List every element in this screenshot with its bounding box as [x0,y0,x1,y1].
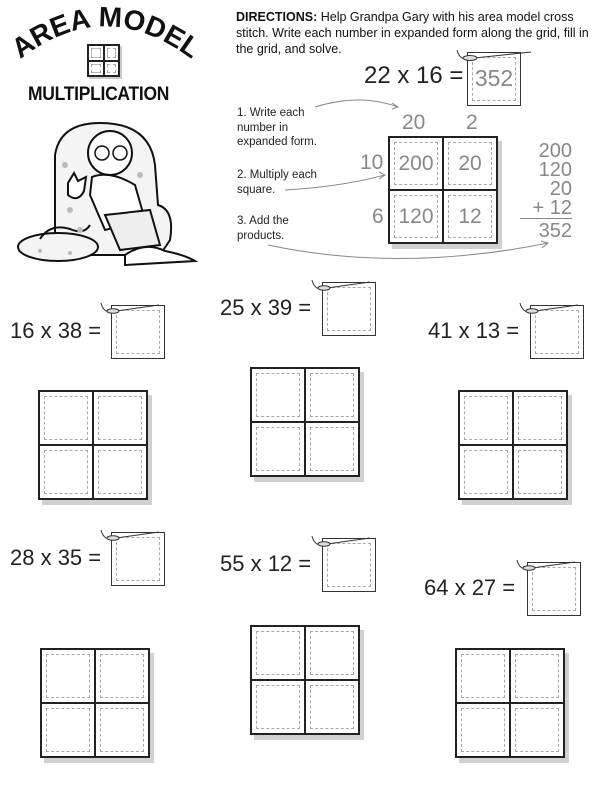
step-3: 3. Add the products. [237,215,289,242]
problem-1-area-grid [38,390,148,500]
expanded-top-1: 20 [402,111,426,134]
grid-cell[interactable] [510,649,564,703]
problem-6-area-grid [455,648,565,758]
grid-logo-icon [87,44,120,77]
needle-icon [513,558,577,578]
directions-text: DIRECTIONS: Help Grandpa Gary with his area model cross stitch. Write each number in expanded form along the grid, fill in the grid, and solve. [236,10,589,56]
grid-cell[interactable] [41,703,95,757]
example-equation: 22 x 16 = [364,62,464,89]
problem-2-equation: 25 x 39 = [220,295,312,320]
grid-cell[interactable] [510,703,564,757]
grid-cell[interactable] [39,391,93,445]
problem-4-equation: 28 x 35 = [10,545,102,570]
expanded-top-2: 2 [466,111,478,134]
needle-icon [97,528,161,548]
problem-4-area-grid [40,648,150,758]
grid-cell[interactable] [93,445,147,499]
step-1: 1. Write each number in expanded form. [237,107,317,148]
problem-3-area-grid [458,390,568,500]
problem-3-equation: 41 x 13 = [428,318,520,343]
grid-cell[interactable] [39,445,93,499]
step-2: 2. Multiply each square. [237,169,317,196]
grid-cell[interactable] [305,680,359,734]
problem-5-area-grid [250,625,360,735]
grid-cell[interactable] [305,422,359,476]
grid-cell[interactable] [95,703,149,757]
problem-1-equation: 16 x 38 = [10,318,102,343]
example-answer: 352 [474,65,514,91]
grid-cell[interactable] [251,626,305,680]
needle-icon [97,301,161,321]
title-multiplication: MULTIPLICATION [28,84,170,105]
grid-cell[interactable] [305,626,359,680]
needle-icon [516,301,580,321]
grandpa-knitting-illustration [10,115,220,275]
grid-cell[interactable] [251,680,305,734]
problem-2-area-grid [250,367,360,477]
expanded-side-2: 6 [372,205,384,228]
grid-cell[interactable] [513,445,567,499]
grid-cell[interactable] [456,649,510,703]
expanded-side-1: 10 [360,151,384,174]
grid-cell[interactable] [513,391,567,445]
example-sum: 200 120 20 + 12 352 [520,142,572,241]
problem-6-equation: 64 x 27 = [424,575,516,600]
svg-text:AREA MODEL: AREA MODEL [5,1,207,60]
example-area-grid: 200 20 120 12 [388,136,498,244]
problem-5-equation: 55 x 12 = [220,551,312,576]
grid-cell[interactable] [251,368,305,422]
needle-icon [308,534,372,554]
needle-icon [453,48,533,68]
grid-cell[interactable] [93,391,147,445]
needle-icon [308,278,372,298]
grid-cell[interactable] [459,391,513,445]
grid-cell[interactable] [41,649,95,703]
grid-cell[interactable] [251,422,305,476]
grid-cell[interactable] [95,649,149,703]
grid-cell[interactable] [456,703,510,757]
grid-cell[interactable] [305,368,359,422]
grid-cell[interactable] [459,445,513,499]
